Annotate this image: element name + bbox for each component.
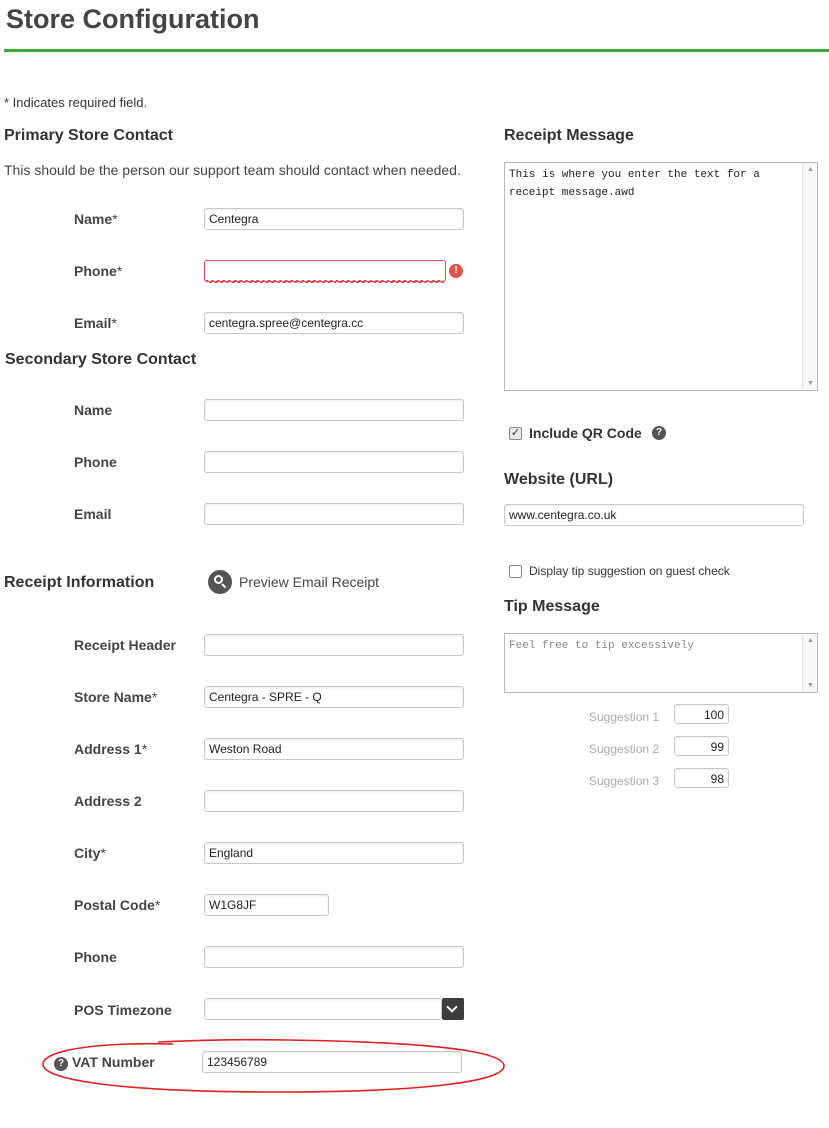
display-tip-checkbox[interactable] [509,565,522,578]
receipt-info-heading: Receipt Information [4,574,155,591]
spellcheck-underline [206,280,444,283]
scroll-down-icon[interactable]: ▼ [807,380,814,387]
suggestion-3-label: Suggestion 3 [589,774,660,788]
required-note: * Indicates required field. [4,95,148,110]
scroll-up-icon[interactable]: ▲ [807,637,814,644]
postal-code-input[interactable]: W1G8JF [204,894,329,916]
city-input[interactable]: England [204,842,464,864]
include-qr-label: Include QR Code [529,425,642,441]
suggestion-2-label: Suggestion 2 [589,742,660,756]
store-name-input[interactable]: Centegra - SPRE - Q [204,686,464,708]
pos-timezone-select[interactable] [204,998,442,1020]
secondary-email-input[interactable] [204,503,464,525]
receipt-phone-label: Phone [74,949,117,965]
secondary-phone-input[interactable] [204,451,464,473]
receipt-message-scrollbar[interactable] [802,163,817,390]
pos-timezone-label: POS Timezone [74,1002,172,1018]
primary-email-input[interactable]: centegra.spree@centegra.cc [204,312,464,334]
receipt-message-textarea[interactable]: This is where you enter the text for a receipt message.awd [504,162,818,391]
suggestion-2-input[interactable]: 99 [674,736,729,756]
primary-name-input[interactable]: Centegra [204,208,464,230]
receipt-phone-input[interactable] [204,946,464,968]
suggestion-3-input[interactable]: 98 [674,768,729,788]
primary-phone-input[interactable] [204,260,446,282]
chevron-down-icon[interactable] [442,998,464,1020]
city-label: City* [74,845,106,861]
primary-phone-label: Phone* [74,263,123,279]
suggestion-1-input[interactable]: 100 [674,704,729,724]
primary-contact-description: This should be the person our support team should contact when needed. [4,162,461,178]
address1-input[interactable]: Weston Road [204,738,464,760]
secondary-contact-heading: Secondary Store Contact [5,351,197,368]
title-rule [4,49,829,52]
search-icon[interactable] [208,570,232,594]
address2-input[interactable] [204,790,464,812]
scroll-up-icon[interactable]: ▲ [807,166,814,173]
postal-code-label: Postal Code* [74,897,161,913]
include-qr-checkbox[interactable]: ✓ [510,427,521,439]
help-circle-icon[interactable]: ? [54,1057,68,1071]
annotation-circle [38,1036,510,1096]
receipt-header-label: Receipt Header [74,637,176,653]
tip-message-scrollbar[interactable] [802,634,817,692]
primary-name-label: Name* [74,211,118,227]
store-name-label: Store Name* [74,689,158,705]
error-icon: ! [449,264,463,278]
primary-email-label: Email* [74,315,117,331]
tip-message-heading: Tip Message [504,598,600,615]
receipt-message-heading: Receipt Message [504,127,634,144]
vat-number-label: VAT Number [72,1054,155,1070]
receipt-header-input[interactable] [204,634,464,656]
tip-message-textarea[interactable]: Feel free to tip excessively [504,633,818,693]
website-input[interactable]: www.centegra.co.uk [504,504,804,526]
suggestion-1-label: Suggestion 1 [589,710,660,724]
page-title: Store Configuration [6,4,260,34]
scroll-down-icon[interactable]: ▼ [807,682,814,689]
vat-number-input[interactable]: 123456789 [202,1051,462,1073]
secondary-name-input[interactable] [204,399,464,421]
help-circle-icon[interactable]: ? [652,426,666,440]
secondary-phone-label: Phone [74,454,117,470]
secondary-email-label: Email [74,506,112,522]
preview-email-receipt-link[interactable]: Preview Email Receipt [239,574,380,590]
display-tip-label: Display tip suggestion on guest check [529,564,730,578]
address1-label: Address 1* [74,741,148,757]
address2-label: Address 2 [74,793,142,809]
website-heading: Website (URL) [504,471,614,488]
primary-contact-heading: Primary Store Contact [4,127,173,144]
secondary-name-label: Name [74,402,113,418]
